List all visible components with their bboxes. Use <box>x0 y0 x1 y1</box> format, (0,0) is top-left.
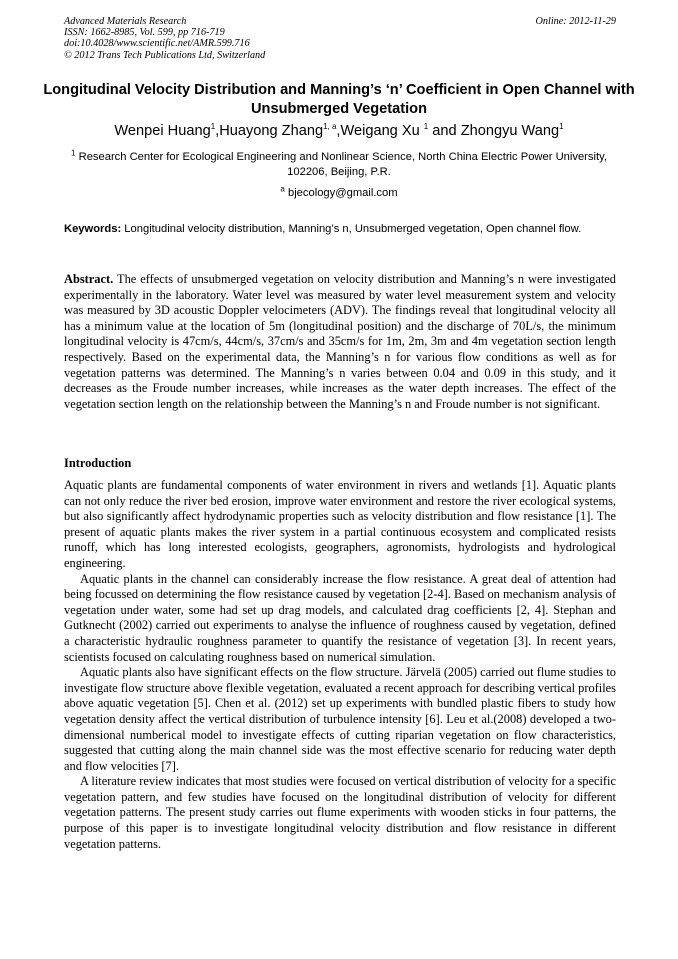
keywords <box>64 222 616 237</box>
author-name: Weigang Xu <box>340 123 424 139</box>
keywords-text: Longitudinal velocity distribution, Manning’s n, Unsubmerged vegetation, Open channel flow. <box>121 223 582 235</box>
paper-title: Longitudinal Velocity Distribution and Manning’s ‘n’ Coefficient in Open Channel with Unsubmerged Vegetation <box>43 82 635 117</box>
introduction-body <box>64 478 616 852</box>
intro-paragraph: Aquatic plants in the channel can considerably increase the flow resistance. A great deal of attention had being focussed on determining the flow resistance caused by vegetation [2-4]. Based on mechanism analysis of vegetation under water, some had set up drag models, and calculated drag coefficients [2, 4]. Stephan and Gutknecht (2002) carried out experiments to analyse the influence of roughness caused by vegetation, defined a characteristic hydraulic roughness parameter to quantify the resistance of vegetation [3]. In recent years, scientists focused on calculating roughness based on numerical simulation. <box>64 571 616 664</box>
abstract-label: Abstract. <box>64 272 114 286</box>
online-date: Online: 2012-11-29 <box>535 16 616 27</box>
email-mark: a <box>280 184 285 194</box>
author-affil-mark: 1 <box>559 122 564 132</box>
author-name: Wenpei Huang <box>114 123 211 139</box>
intro-paragraph: Aquatic plants also have significant effects on the flow structure. Järvelä (2005) carried out flume studies to investigate flow structure above flexible vegetation, evaluated a recent approach for describing vertical profiles above aquatic vegetation [5]. Chen et al. (2012) set up experiments with bundled plastic fibers to study how vegetation density affect the vertical distribution of turbulence intensity [6]. Leu et al.(2008) developed a two-dimensional numberical model to investigate effects of cutting riparian vegetation on flow characteristics, suggested that cutting along the main channel side was the most effective scenario for reducing water depth and flow velocities [7]. <box>64 665 616 773</box>
author-separator: , <box>215 123 220 139</box>
journal-name: Advanced Materials Research <box>64 16 187 27</box>
keywords-label: Keywords: <box>64 223 122 235</box>
affiliation <box>64 150 614 180</box>
journal-copyright: © 2012 Trans Tech Publications Ltd, Switzerland <box>64 49 266 61</box>
affiliation-text: Research Center for Ecological Engineering and Nonlinear Science, North China Electric Power University, 102206, Beijing, P.R. <box>75 151 607 178</box>
abstract <box>64 272 616 412</box>
author-separator: , <box>336 123 341 139</box>
journal-issn: ISSN: 1662-8985, Vol. 599, pp 716-719 <box>64 27 225 39</box>
abstract-text: The effects of unsubmerged vegetation on velocity distribution and Manning’s n were investigated experimentally in the laboratory. Water level was measured by water level measurement system and velocity was measured by 3D acoustic Doppler velocimeters (ADV). The findings reveal that longitudinal velocity all has a minimum value at the location of 5m (longitudinal position) and the discharge of 70L/s, the minimum longitudinal velocity is 47cm/s, 44cm/s, 37cm/s and 35cm/s for 1m, 2m, 3m and 4m vegetation section length respectively. Based on the experimental data, the Manning’s n for various flow conditions as well as for vegetation patterns was determined. The Manning’s n varies between 0.04 and 0.09 in this study, and it decreases as the Froude number increases, while increases as the water depth increases. The effect of the vegetation section length on the relationship between the Manning’s n and Froude number is not significant. <box>64 272 616 411</box>
journal-doi: doi:10.4028/www.scientific.net/AMR.599.716 <box>64 38 250 50</box>
intro-paragraph: Aquatic plants are fundamental components of water environment in rivers and wetlands [1]. Aquatic plants can not only reduce the river bed erosion, improve water environment and restore the river ecological systems, but also significantly affect hydrodynamic properties such as velocity distribution and flow resistance [1]. The present of aquatic plants makes the river system in a partial continuous ecosystem and complicated resists runoff, which has long interested ecologists, geographers, agronomists, hydrologists and hydrological engineering. <box>64 478 616 570</box>
author-name: Huayong Zhang <box>219 123 324 139</box>
author-name: Zhongyu Wang <box>460 123 560 139</box>
section-heading-introduction: Introduction <box>64 456 132 470</box>
corresponding-email <box>64 186 614 201</box>
author-separator: and <box>428 123 461 139</box>
author-list <box>40 122 638 140</box>
author-affil-mark: 1, a <box>323 122 337 132</box>
author-affil-mark: 1 <box>210 122 216 132</box>
journal-header <box>64 16 616 61</box>
intro-paragraph: A literature review indicates that most studies were focused on vertical distribution of velocity for a specific vegetation pattern, and few studies have focused on the longitudinal distribution of velocity for different vegetation patterns. The present study carries out flume experiments with wooden sticks in four patterns, the purpose of this paper is to investigate longitudinal velocity distribution and flow resistance in different vegetation patterns. <box>64 774 616 851</box>
email-text: bjecology@gmail.com <box>284 187 398 199</box>
author-affil-mark: 1 <box>423 122 429 132</box>
affiliation-mark: 1 <box>71 148 76 158</box>
